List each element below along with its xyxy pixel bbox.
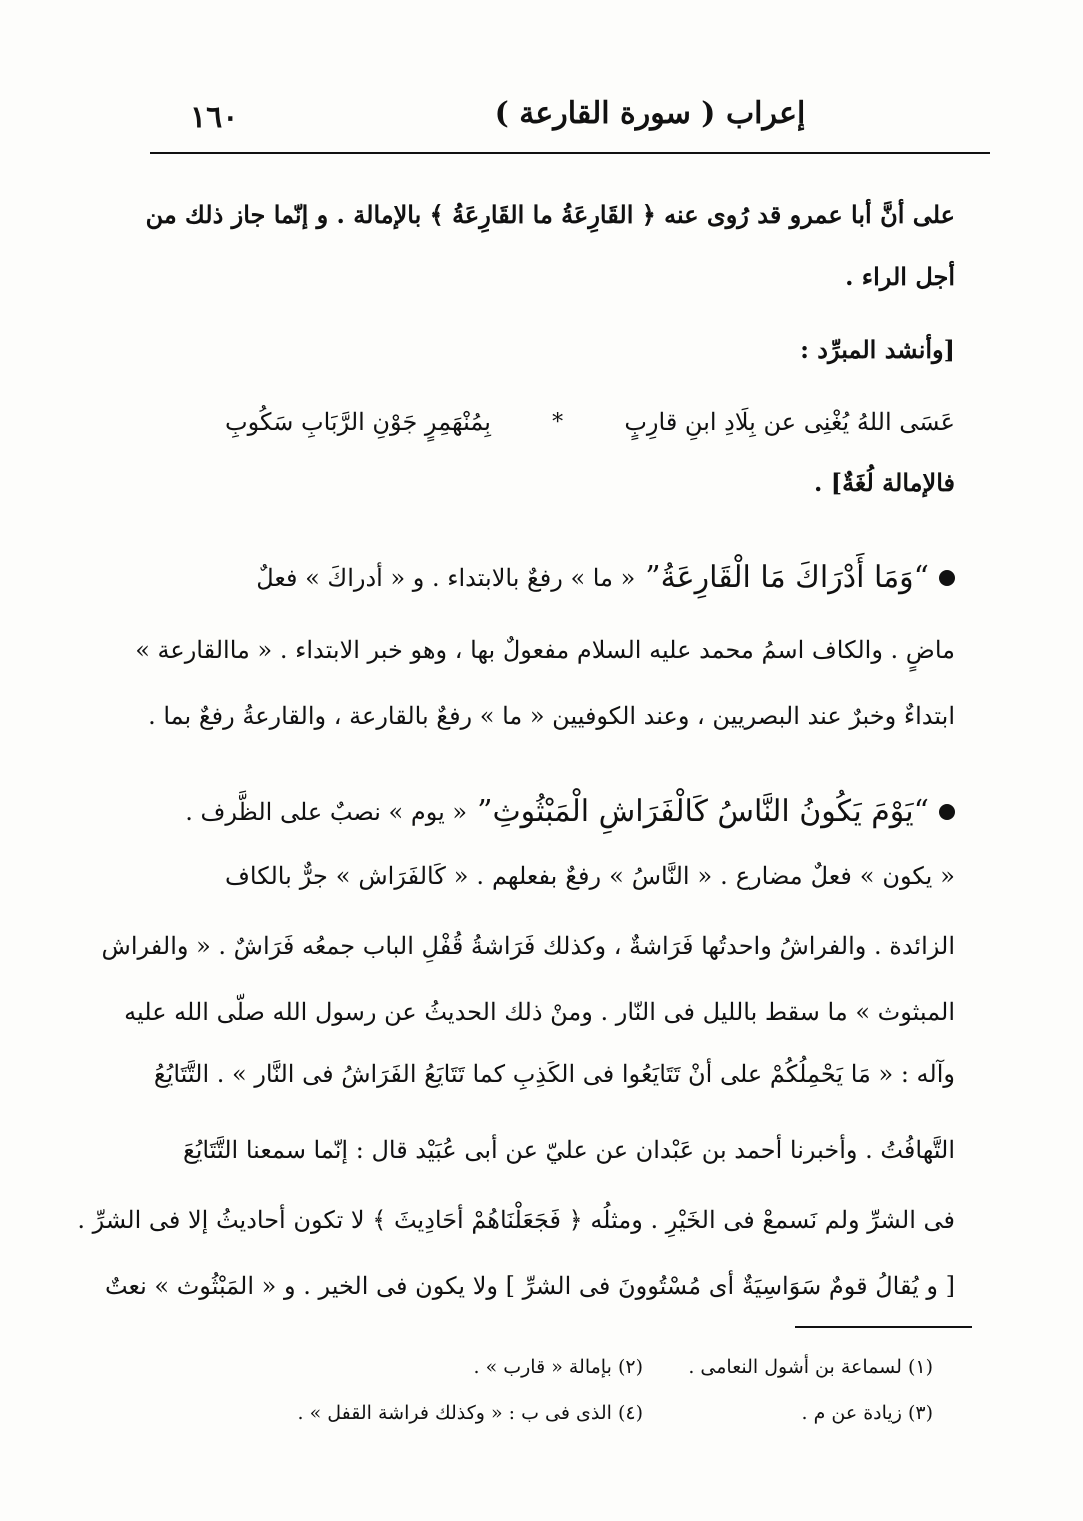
- page-number: ١٦٠: [190, 100, 239, 135]
- body-line: التَّهافُتُ . وأخبرنا أحمد بن عَبْدان عن عليّ عن أبى عُبَيْد قال : إنّما سمعنا التَّتَايُعَ: [182, 1136, 955, 1164]
- footnote-marker: (٢): [617, 1356, 643, 1378]
- page-header: [150, 96, 990, 146]
- verse-separator: *: [552, 409, 564, 435]
- body-line: المبثوث » ما سقط بالليل فى النّار . ومنْ ذلك الحديثُ عن رسول الله صلّى الله عليه: [124, 998, 955, 1026]
- footnote-rule: [795, 1326, 972, 1328]
- body-line: وآله : « مَا يَحْمِلُكُمْ على أنْ تَتَايَعُوا فى الكَذِبِ كما تَتَايَعُ الفَرَاشُ فى النَّار » . التَّتَايُعُ: [153, 1060, 955, 1088]
- body-line: الزائدة . والفراشُ واحدتُها فَرَاشةٌ ، وكذلك فَرَاشةُ قُفْلِ الباب جمعُه فَرَاشٌ . « والفراش: [101, 932, 955, 960]
- body-line: [وأنشد المبرِّد :: [800, 335, 955, 364]
- footnote-text: بإمالة « قارب » .: [473, 1356, 612, 1378]
- body-line: فالإمالة لُغَةٌ] .: [814, 468, 955, 497]
- footnote: [298, 1402, 644, 1424]
- header-rule: [150, 152, 990, 154]
- body-line: [ و يُقالُ قومٌ سَوَاسِيَةٌ أى مُسْتُوونَ فى الشرِّ ] ولا يكون فى الخير . و « المَبْثُوث » نعتٌ: [104, 1272, 955, 1300]
- verse-second-half: بِمُنْهَمِرٍ جَوْنِ الرَّبَابِ سَكُوبِ: [225, 408, 491, 436]
- footnote: [473, 1356, 643, 1378]
- section-first-line: « يوم » نصبٌ على الظَّرف .: [185, 797, 468, 826]
- verse-first-half: عَسَى اللهُ يُغْنِى عن بِلَادِ ابنِ قارِبٍ: [624, 408, 955, 436]
- body-line: ماضٍ . والكاف اسمُ محمد عليه السلام مفعولٌ بها ، وهو خبر الابتداء . « ماالقارعة »: [135, 636, 955, 664]
- running-title: إعراب ( سورة القارعة ): [494, 96, 806, 131]
- section-first-line: « ما » رفعٌ بالابتداء . و « أدراكَ » فعلٌ: [256, 563, 636, 592]
- body-line: ابتداءٌ وخبرٌ عند البصريين ، وعند الكوفيين « ما » رفعٌ بالقارعة ، والقارعةُ رفعٌ بما .: [148, 702, 955, 730]
- footnote-marker: (٤): [617, 1402, 643, 1424]
- bullet-marker: [939, 570, 955, 586]
- bullet-marker: [939, 804, 955, 820]
- section-heading: [185, 794, 955, 829]
- footnote-text: لسماعة بن أشول النعامى .: [688, 1356, 902, 1378]
- section-heading: [225, 560, 955, 595]
- footnote: [802, 1402, 934, 1424]
- body-line: « يكون » فعلٌ مضارع . « النَّاسُ » رفعٌ بفعلهم . « كَالفَرَاش » جرٌّ بالكاف: [225, 862, 955, 890]
- body-line: أجل الراء .: [845, 262, 955, 291]
- footnote-text: الذى فى ب : « وكذلك فراشة القفل » .: [297, 1402, 612, 1424]
- body-line: على أنَّ أبا عمرو قد رُوى عنه ﴿ القَارِعَةُ ما القَارِعَةُ ﴾ بالإمالة . و إنّما جاز ذلك من: [145, 200, 955, 229]
- quran-verse: “يَوْمَ يَكُونُ النَّاسُ كَالْفَرَاشِ الْمَبْثُوثِ”: [477, 794, 929, 829]
- footnote-text: زيادة عن م .: [801, 1402, 902, 1424]
- verse-line: [225, 408, 955, 436]
- footnote: [688, 1356, 933, 1378]
- footnote-marker: (١): [907, 1356, 933, 1378]
- body-line: فى الشرِّ ولم نَسمعْ فى الخَيْرِ . ومثلُه ﴿ فَجَعَلْنَاهُمْ أحَادِيثَ ﴾ لا تكون أحاديثُ إلا فى الشرِّ .: [77, 1206, 955, 1234]
- footnote-marker: (٣): [907, 1402, 933, 1424]
- quran-verse: “وَمَا أَدْرَاكَ مَا الْقَارِعَةُ”: [645, 560, 929, 595]
